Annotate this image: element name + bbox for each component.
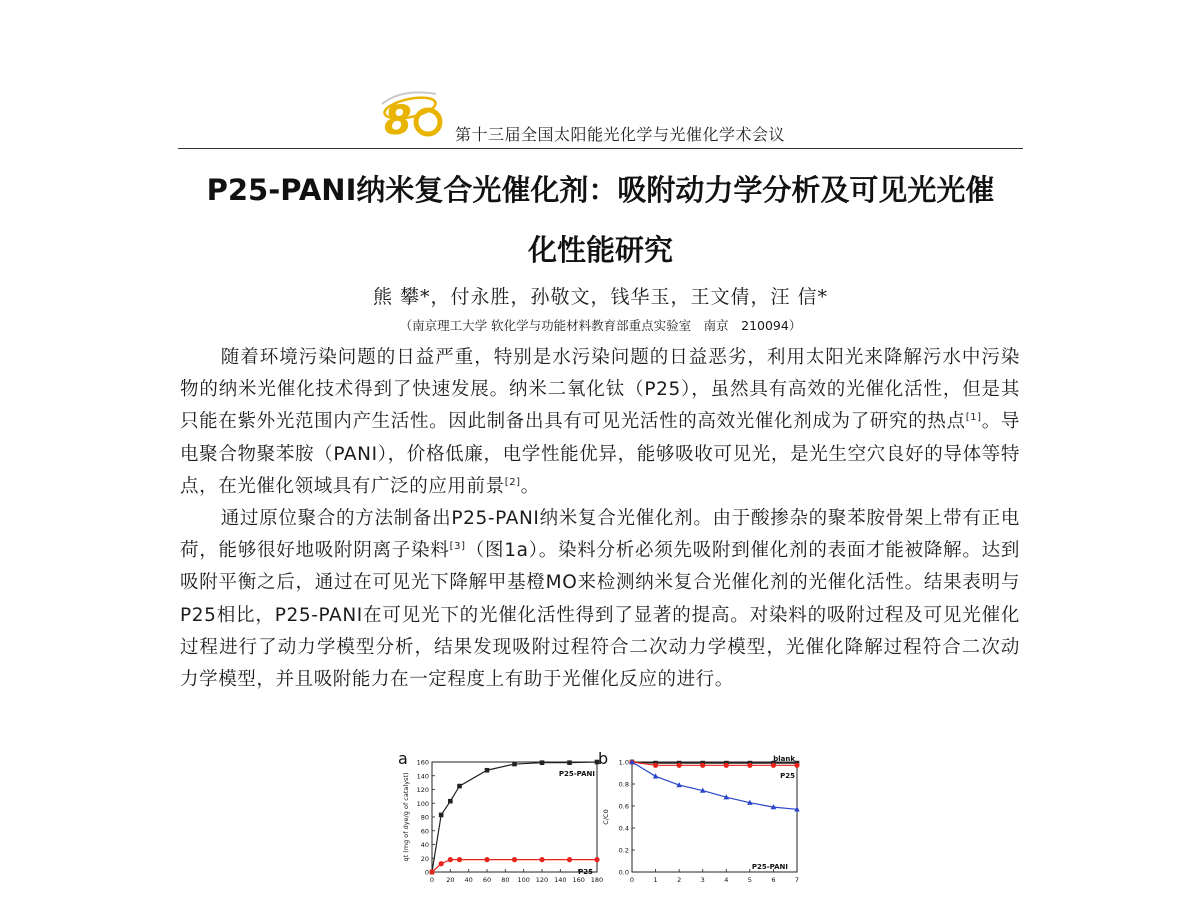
y-tick-label: 20 <box>420 854 429 863</box>
data-point <box>653 763 658 768</box>
abstract-body <box>180 342 1020 696</box>
data-point <box>653 773 659 778</box>
x-tick-label: 2 <box>677 876 682 884</box>
paragraph-1-text-a: 随着环境污染问题的日益严重，特别是水污染问题的日益恶劣，利用太阳光来降解污水中污染物的纳米光催化技术得到了快速发展。纳米二氧化钛（P25），虽然具有高效的光催化活性，但是其只能在紫外光范围内产生活性。因此制备出具有可见光活性的高效光催化剂成为了研究的热点 <box>180 347 1020 433</box>
header-divider <box>178 148 1023 149</box>
x-tick-label: 180 <box>590 876 604 884</box>
x-tick-label: 120 <box>535 876 549 884</box>
author-list: 熊 攀*，付永胜，孙敬文，钱华玉，王文倩，汪 信* <box>372 286 829 308</box>
data-point <box>448 857 453 862</box>
data-point <box>457 857 462 862</box>
data-point <box>512 857 517 862</box>
x-tick-label: 80 <box>501 876 510 884</box>
x-tick-label: 100 <box>517 876 530 884</box>
x-tick-label: 3 <box>700 876 705 884</box>
data-point <box>439 861 444 866</box>
plot-frame <box>432 762 597 872</box>
y-tick-label: 40 <box>420 841 429 849</box>
data-point <box>539 857 544 862</box>
y-tick-label: 0.4 <box>618 824 629 833</box>
x-tick-label: 140 <box>554 876 567 884</box>
y-tick-label: 140 <box>416 772 429 781</box>
y-axis-label: C/C0 <box>602 809 610 825</box>
paragraph-1-text-b: 。导电聚合物聚苯胺（PANI），价格低廉，电学性能优异，能够吸收可见光，是光生空穴良好的导体等特点，在光催化领域具有广泛的应用前景 <box>180 411 1020 497</box>
paragraph-1-text-c: 。 <box>520 475 540 497</box>
title-line-1: P25-PANI纳米复合光催化剂：吸附动力学分析及可见光光催 <box>206 173 995 207</box>
adsorption-chart <box>392 748 612 897</box>
paragraph-2-text-a: 通过原位聚合的方法制备出P25-PANI纳米复合光催化剂。由于酸掺杂的聚苯胺骨架上带有正电荷，能够很好地吸附阴离子染料 <box>180 508 1020 562</box>
series-label-p25: P25 <box>780 772 795 780</box>
series-label-blank: blank <box>773 755 795 763</box>
data-point <box>747 763 752 768</box>
citation-1: [1] <box>965 412 982 424</box>
y-tick-label: 60 <box>420 827 429 836</box>
data-point <box>724 763 729 768</box>
series-line-p25-pani <box>632 762 797 809</box>
y-tick-label: 0.0 <box>618 868 629 877</box>
paragraph-2-text-b: （图1a）。染料分析必须先吸附到催化剂的表面才能被降解。达到吸附平衡之后，通过在可见光下降解甲基橙MO来检测纳米复合光催化剂的光催化活性。结果表明与P25相比，P25-PANI在可见光下的光催化活性得到了显著的提高。对染料的吸附过程及可见光催化过程进行了动力学模型分析，结果发现吸附过程符合二次动力学模型，光催化降解过程符合二次动力学模型，并且吸附能力在一定程度上有助于光催化反应的进行。 <box>180 540 1021 691</box>
series-label-p25: P25 <box>578 868 593 876</box>
data-point <box>457 784 462 789</box>
x-tick-label: 160 <box>572 876 585 884</box>
y-tick-label: 80 <box>420 813 429 822</box>
series-label-p25-pani: P25-PANI <box>558 770 595 778</box>
x-tick-label: 5 <box>747 876 752 884</box>
svg-text:8: 8 <box>384 98 412 142</box>
data-point <box>794 763 799 768</box>
data-point <box>567 760 572 765</box>
degradation-chart <box>592 748 812 897</box>
x-tick-label: 1 <box>653 876 658 884</box>
data-point <box>484 857 489 862</box>
data-point <box>485 768 490 773</box>
paragraph-2 <box>180 503 1020 696</box>
paragraph-1 <box>180 342 1020 503</box>
paper-title <box>178 160 1023 280</box>
y-tick-label: 160 <box>416 758 429 767</box>
x-tick-label: 0 <box>429 876 435 884</box>
citation-3: [3] <box>449 541 466 553</box>
x-tick-label: 40 <box>464 876 473 884</box>
title-line-2: 化性能研究 <box>527 233 673 267</box>
series-line-p25-pani <box>432 762 597 872</box>
figure-1b <box>592 748 812 897</box>
data-point <box>429 869 434 874</box>
y-tick-label: 0 <box>424 868 429 877</box>
x-tick-label: 60 <box>482 876 492 884</box>
x-tick-label: 7 <box>794 876 800 884</box>
y-tick-label: 0.2 <box>618 846 629 855</box>
data-point <box>567 857 572 862</box>
y-tick-label: 1.0 <box>618 758 629 767</box>
y-axis-label: qt (mg of dye/g of catalyst) <box>402 772 410 862</box>
conference-header: 第十三届全国太阳能光化学与光催化学术会议 <box>455 125 786 144</box>
x-tick-label: 0 <box>629 876 635 884</box>
series-label-p25-pani: P25-PANI <box>751 863 788 871</box>
y-tick-label: 120 <box>416 786 429 794</box>
anniversary-80-logo-icon <box>376 86 460 142</box>
y-tick-label: 0.8 <box>618 780 629 789</box>
data-point <box>677 763 682 768</box>
x-tick-label: 6 <box>771 876 776 884</box>
citation-2: [2] <box>504 476 521 488</box>
y-tick-label: 0.6 <box>618 802 629 811</box>
panel-label: a <box>398 749 408 768</box>
data-point <box>771 763 776 768</box>
data-point <box>439 813 444 818</box>
y-tick-label: 100 <box>416 799 429 808</box>
affiliation: （南京理工大学 软化学与功能材料教育部重点实验室 南京 210094） <box>399 318 802 333</box>
data-point <box>700 763 705 768</box>
figure-1a <box>392 748 612 897</box>
x-tick-label: 4 <box>724 876 729 884</box>
data-point <box>512 762 517 767</box>
data-point <box>540 760 545 765</box>
panel-label: b <box>598 749 609 768</box>
x-tick-label: 20 <box>446 876 455 884</box>
data-point <box>448 799 453 804</box>
